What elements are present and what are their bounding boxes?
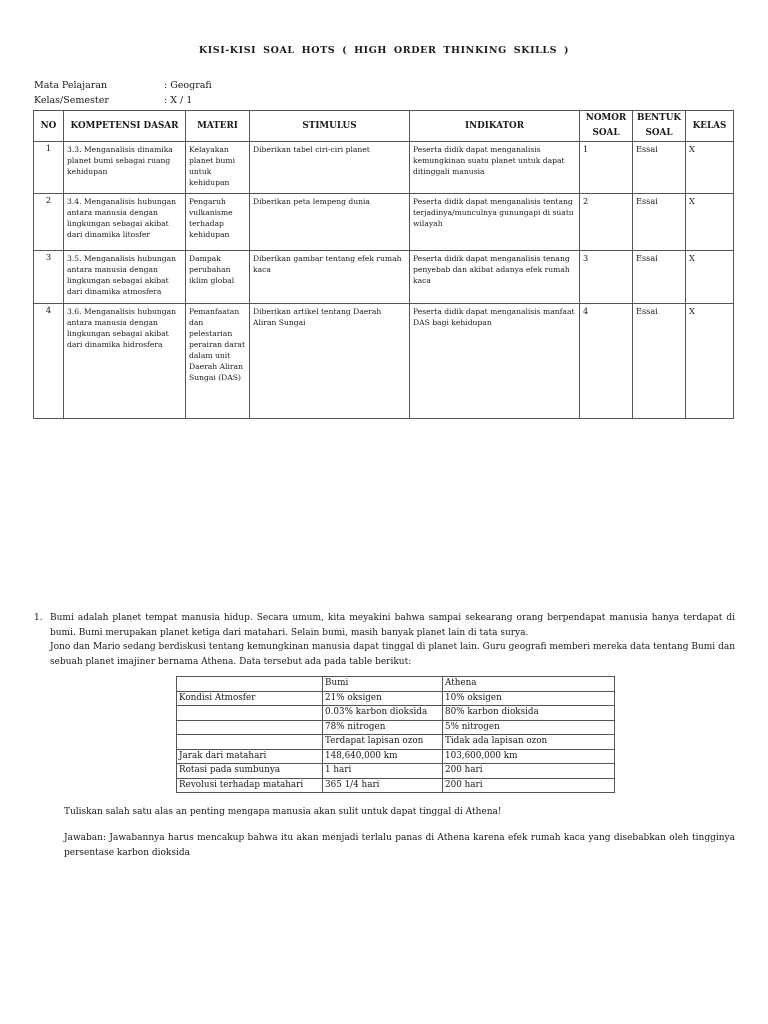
cell-kompetensi: 3.3. Menganalisis dinamika planet bumi sebagai ruang kehidupan: [64, 142, 186, 194]
meta-class-label: Kelas/Semester: [34, 95, 109, 106]
header-bentuk-soal: [633, 111, 686, 142]
cell-no: 3: [34, 251, 64, 304]
cell-nomor: 3: [580, 251, 633, 304]
table-cell: [177, 706, 323, 721]
header-bentuk-line1: BENTUK: [636, 113, 682, 123]
meta-class: [34, 95, 192, 106]
header-nomor-line1: NOMOR: [585, 113, 627, 123]
cell-materi: Kelayakan planet bumi untuk kehidupan: [186, 142, 250, 194]
header-nomor-soal: [580, 111, 633, 142]
header-kelas: KELAS: [686, 111, 734, 142]
planet-data-table: [176, 676, 615, 793]
cell-indikator: Peserta didik dapat menganalisis kemungkinan suatu planet untuk dapat ditinggali manusia: [410, 142, 580, 194]
table-row: [177, 720, 615, 735]
table-cell: 80% karbon dioksida: [443, 706, 615, 721]
table-cell: 21% oksigen: [323, 691, 443, 706]
table-cell: 148,640,000 km: [323, 749, 443, 764]
cell-kelas: X: [686, 304, 734, 419]
cell-nomor: 2: [580, 194, 633, 251]
cell-kompetensi: 3.4. Menganalisis hubungan antara manusia dengan lingkungan sebagai akibat dari dinamika litosfer: [64, 194, 186, 251]
header-materi: MATERI: [186, 111, 250, 142]
table-row: [177, 778, 615, 793]
table-cell: 1 hari: [323, 764, 443, 779]
cell-indikator: Peserta didik dapat menganalisis tenang penyebab dan akibat adanya efek rumah kaca: [410, 251, 580, 304]
question-block: [34, 611, 735, 669]
cell-kelas: X: [686, 251, 734, 304]
answer-text: Jawaban: Jawabannya harus mencakup bahwa itu akan menjadi terlalu panas di Athena karena efek rumah kaca yang disebabkan oleh tingginya persentase karbon dioksida: [64, 833, 735, 858]
document-title: KISI-KISI SOAL HOTS ( HIGH ORDER THINKING SKILLS ): [198, 45, 570, 56]
table-cell: 200 hari: [443, 764, 615, 779]
table-row: [34, 251, 734, 304]
cell-kompetensi: 3.6. Menganalisis hubungan antara manusia dengan lingkungan sebagai akibat dari dinamika hidrosfera: [64, 304, 186, 419]
cell-stimulus: Diberikan tabel ciri-ciri planet: [250, 142, 410, 194]
table-cell: Terdapat lapisan ozon: [323, 735, 443, 750]
table-cell: Athena: [443, 677, 615, 692]
kisi-header-row: [34, 111, 734, 142]
cell-kelas: X: [686, 194, 734, 251]
meta-class-value: : X / 1: [164, 95, 193, 106]
cell-nomor: 1: [580, 142, 633, 194]
cell-stimulus: Diberikan gambar tentang efek rumah kaca: [250, 251, 410, 304]
header-kompetensi: KOMPETENSI DASAR: [64, 111, 186, 142]
cell-stimulus: Diberikan artikel tentang Daerah Aliran Sungai: [250, 304, 410, 419]
question-prompt: Tuliskan salah satu alas an penting mengapa manusia akan sulit untuk dapat tinggal di Athena!: [64, 807, 502, 817]
table-cell: Revolusi terhadap matahari: [177, 778, 323, 793]
cell-materi: Pemanfaatan dan pelestarian perairan darat dalam unit Daerah Aliran Sungai (DAS): [186, 304, 250, 419]
question-paragraph-1: Bumi adalah planet tempat manusia hidup. Secara umum, kita meyakini bahwa sampai sekearang orang berpendapat manusia hanya terdapat di bumi. Bumi merupakan planet ketiga dari matahari. Selain bumi, masih banyak planet lain di tata surya.: [50, 613, 735, 638]
table-row: [177, 691, 615, 706]
cell-bentuk: Essai: [633, 251, 686, 304]
cell-indikator: Peserta didik dapat menganalisis tentang terjadinya/munculnya gunungapi di suatu wilayah: [410, 194, 580, 251]
cell-kompetensi: 3.5. Menganalisis hubungan antara manusia dengan lingkungan sebagai akibat dari dinamika atmosfera: [64, 251, 186, 304]
cell-no: 1: [34, 142, 64, 194]
table-row: [177, 749, 615, 764]
table-cell: 5% nitrogen: [443, 720, 615, 735]
table-cell: 365 1/4 hari: [323, 778, 443, 793]
header-bentuk-line2: SOAL: [645, 128, 673, 138]
table-cell: Tidak ada lapisan ozon: [443, 735, 615, 750]
meta-subject-value: : Geografi: [164, 80, 212, 91]
cell-kelas: X: [686, 142, 734, 194]
table-cell: 103,600,000 km: [443, 749, 615, 764]
kisi-table: [33, 110, 734, 419]
table-cell: [177, 735, 323, 750]
cell-materi: Dampak perubahan iklim global: [186, 251, 250, 304]
table-cell: [177, 677, 323, 692]
cell-indikator: Peserta didik dapat menganalisis manfaat DAS bagi kehidupan: [410, 304, 580, 419]
cell-stimulus: Diberikan peta lempeng dunia: [250, 194, 410, 251]
table-cell: 200 hari: [443, 778, 615, 793]
cell-bentuk: Essai: [633, 142, 686, 194]
table-cell: [177, 720, 323, 735]
table-cell: Kondisi Atmosfer: [177, 691, 323, 706]
header-nomor-line2: SOAL: [592, 128, 620, 138]
cell-nomor: 4: [580, 304, 633, 419]
table-row: [177, 764, 615, 779]
cell-no: 4: [34, 304, 64, 419]
table-row: [177, 706, 615, 721]
meta-subject: [34, 80, 212, 91]
question-paragraph-2: Jono dan Mario sedang berdiskusi tentang kemungkinan manusia dapat tinggal di planet lain. Guru geografi memberi mereka data tentang Bumi dan sebuah planet imajiner bernama Athena. Data tersebut ada pada table berikut:: [50, 642, 735, 667]
table-cell: Jarak dari matahari: [177, 749, 323, 764]
header-indikator: INDIKATOR: [410, 111, 580, 142]
table-row: [34, 194, 734, 251]
cell-bentuk: Essai: [633, 194, 686, 251]
header-stimulus: STIMULUS: [250, 111, 410, 142]
table-row: [34, 142, 734, 194]
table-row: [177, 735, 615, 750]
table-cell: Rotasi pada sumbunya: [177, 764, 323, 779]
table-cell: 0.03% karbon dioksida: [323, 706, 443, 721]
table-cell: 10% oksigen: [443, 691, 615, 706]
cell-bentuk: Essai: [633, 304, 686, 419]
table-row: [34, 304, 734, 419]
cell-materi: Pengaruh vulkanisme terhadap kehidupan: [186, 194, 250, 251]
cell-no: 2: [34, 194, 64, 251]
question-number: 1.: [34, 613, 43, 623]
table-row: [177, 677, 615, 692]
header-no: NO: [34, 111, 64, 142]
table-cell: 78% nitrogen: [323, 720, 443, 735]
meta-subject-label: Mata Pelajaran: [34, 80, 108, 91]
table-cell: Bumi: [323, 677, 443, 692]
